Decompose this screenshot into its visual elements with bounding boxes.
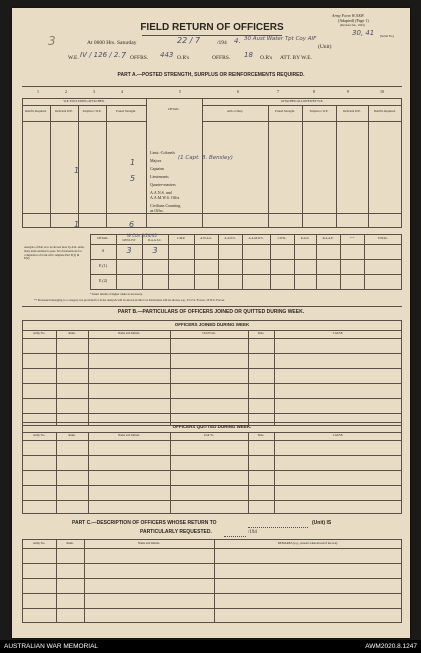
analysis-header-gen-list: GEN.LIST (122, 238, 136, 242)
header-posted-strength: Posted Strength. (116, 109, 136, 113)
quitted-header-unit-to: Unit To. (204, 433, 214, 437)
analysis-header-aans: A.A.N.S. (224, 236, 236, 240)
analysis-header-other: * * (350, 236, 354, 240)
part-c-header-rank: Rank. (66, 541, 74, 545)
strength-table (22, 98, 402, 228)
ors2-label: O.R's (260, 55, 273, 61)
date-value: 22 / 7 (177, 36, 201, 45)
note-higher-ranks: * Insert details of higher ranks as necessary. (90, 292, 143, 296)
rank-majors: Majors (150, 158, 162, 163)
rank-captains: Captains (150, 166, 164, 171)
quitted-header-name: Name and Initials. (117, 433, 141, 437)
col-number: 4 (121, 89, 123, 94)
header-deficient-att: Deficient W.E. (343, 109, 361, 113)
header-deficient: Deficient W.E. (55, 109, 73, 113)
part-c-requested: PARTICULARLY REQUESTED. (140, 529, 212, 535)
analysis-header-civil: CIVIL. (277, 236, 287, 240)
ors-value: 443 (160, 51, 174, 59)
group-header-right: ATTACHED ALLOWED BY W.E. (280, 99, 324, 103)
analysis-row-e1: E (1) (98, 263, 108, 268)
offrs-value: 7 (121, 51, 127, 60)
we-value: IV / 126 / 2. (80, 51, 121, 59)
col-number: 3 (93, 89, 95, 94)
footer-accession-number: AWM2020.8.1247 (365, 643, 417, 650)
note-other-category: ** Personnel belonging to a category not provided for in the analysis will be shown in this Col. Particulars will be shown, e.g., 25 U.S. Forces; 10 N.Z. Forces. (34, 298, 225, 302)
att-label: ATT. BY W.E. (280, 55, 312, 61)
quitted-header-army-no: Army No. (32, 433, 46, 437)
analysis-header-raasc: R.A.A.S.C. (148, 238, 162, 242)
analysis-header-ran: R.A.N. (300, 236, 310, 240)
part-c-unit-label: (Unit) IS (312, 520, 332, 526)
form-sheet (12, 8, 410, 638)
part-c-year: /194 (248, 530, 257, 535)
joined-header-army-no: Army No. (32, 331, 46, 335)
quitted-header-cause: CAUSE. (332, 433, 344, 437)
at-hours-label: At 0600 Hrs. Saturday (87, 40, 137, 46)
analysis-header-raaf: R.A.A.F. (322, 236, 334, 240)
rank-aamws: A.A.M.W.S. Offrs (150, 195, 180, 200)
we-label: W.E. (68, 55, 79, 61)
header-reinf-required-att: Reinf'ts Required. (374, 109, 396, 113)
part-a-title: PART A.—POSTED STRENGTH, SURPLUS OR REINFORCEMENTS REQUIRED. (117, 72, 305, 78)
header-surplus-att: Surplus to W.E. (309, 109, 329, 113)
archive-footer (0, 640, 421, 653)
quitted-title: OFFICERS QUITTED DURING WEEK. (172, 424, 252, 429)
part-c-header-army-no: Army No. (32, 541, 46, 545)
army-form-adapted: (Adapted) (Page 1) (338, 18, 369, 23)
analysis-row-a: A (101, 248, 105, 253)
col-number: 8 (313, 89, 315, 94)
header-reinf-required: Reinf'ts Required. (25, 109, 47, 113)
unit-label: (Unit) (318, 44, 332, 50)
unit-value: 30 Aust Water Tpt Coy AIF (244, 36, 317, 42)
serial-no-value: 30, 41 (352, 29, 375, 37)
offrs2-label: OFFRS. (212, 55, 231, 61)
form-title: FIELD RETURN OF OFFICERS (140, 22, 284, 33)
rank-lieutenants: Lieutenants (150, 174, 169, 179)
total-deficient: 1 (74, 220, 80, 229)
joined-header-unit-from: Unit From. (202, 331, 216, 335)
quitted-header-rank: Rank. (68, 433, 76, 437)
analysis-header-aamws: A.A.M.W.S. (248, 236, 264, 240)
detail-header: DETAIL. (168, 107, 180, 111)
analysis-header-awas: A.W.A.S. (200, 236, 212, 240)
analysis-hand-header: W Cdn 3/24/43 (127, 233, 157, 238)
rank-aans: A.A.N.S. and (150, 190, 172, 195)
header-arm-or-duty: Arm or Duty. (226, 109, 244, 113)
joined-header-name: Name and Initials. (117, 331, 141, 335)
analysis-a-raasc: 3 (152, 246, 158, 255)
rank-quartermasters: Quarter-masters (150, 182, 176, 187)
col-number: 7 (277, 89, 279, 94)
offrs-label: OFFRS. (130, 55, 149, 61)
analysis-header-total: TOTAL. (377, 236, 389, 240)
stamp-mark: 3 (48, 34, 56, 48)
rank-civilians: Civilians Counting (150, 203, 181, 208)
part-c-header-name: Name and Initials. (137, 541, 161, 545)
joined-header-rank: Rank. (68, 331, 76, 335)
part-b-title: PART B.—PARTICULARS OF OFFICERS JOINED OR QUITTED DURING WEEK. (117, 309, 305, 315)
posted-majors: 1 (130, 158, 136, 167)
group-header-left: W.E. EXCLUDING ATTACHED. (63, 99, 105, 103)
col-number: 9 (347, 89, 349, 94)
analysis-label: Analysis of Part A to be shown here by ALL units. Only units entitled to pass. M of instructions for completion of form will complete Part E(1) & E(2). (24, 245, 85, 261)
col-number: 2 (65, 89, 67, 94)
joined-title: OFFICERS JOINED DURING WEEK (174, 322, 250, 327)
ors-label: O.R's (177, 55, 190, 61)
part-c-title: PART C.—DESCRIPTION OF OFFICERS WHOSE RETURN TO (72, 520, 217, 526)
army-form-number: Army Form W.3008 (332, 13, 364, 18)
rank-civilians-2: as Offrs. (150, 208, 164, 213)
col-number: 10 (380, 89, 384, 94)
total-posted: 6 (129, 220, 135, 229)
col-number: 1 (37, 89, 39, 94)
year-label: /194 (217, 40, 227, 46)
posted-lieutenants: 5 (130, 174, 136, 183)
part-c-table (22, 539, 402, 623)
quitted-header-date: Date. (257, 433, 265, 437)
ors2-value: 18 (244, 51, 253, 59)
analysis-row-e2: E (2) (98, 278, 108, 283)
analysis-header-detail: DETAIL. (97, 236, 109, 240)
rank-lt-colonels: Lieut.-Colonels (150, 150, 175, 155)
part-c-header-remarks: REMARKS (e.g., present whereabouts if known). (278, 541, 338, 545)
col-number: 6 (237, 89, 239, 94)
army-form-revised: (Revised Jan., 1943) (340, 23, 365, 27)
serial-no-label: (Serial No.) (380, 34, 395, 38)
analysis-header-cmp: C.M.P. (176, 236, 186, 240)
analysis-a-gen-list: 3 (126, 246, 132, 255)
analysis-table (90, 234, 402, 290)
header-surplus: Surplus to W.E. (82, 109, 102, 113)
joined-table (22, 320, 402, 426)
footer-institution: AUSTRALIAN WAR MEMORIAL (4, 643, 99, 650)
year-value: 4. (234, 37, 241, 45)
header-posted-strength-att: Posted Strength. (275, 109, 295, 113)
majors-note: (1 Capt. B. Bensley) (178, 155, 233, 161)
joined-header-date: Date. (257, 331, 265, 335)
col-number: 5 (179, 89, 181, 94)
joined-header-cause: CAUSE. (332, 331, 344, 335)
deficient-captains: 1 (74, 166, 80, 175)
